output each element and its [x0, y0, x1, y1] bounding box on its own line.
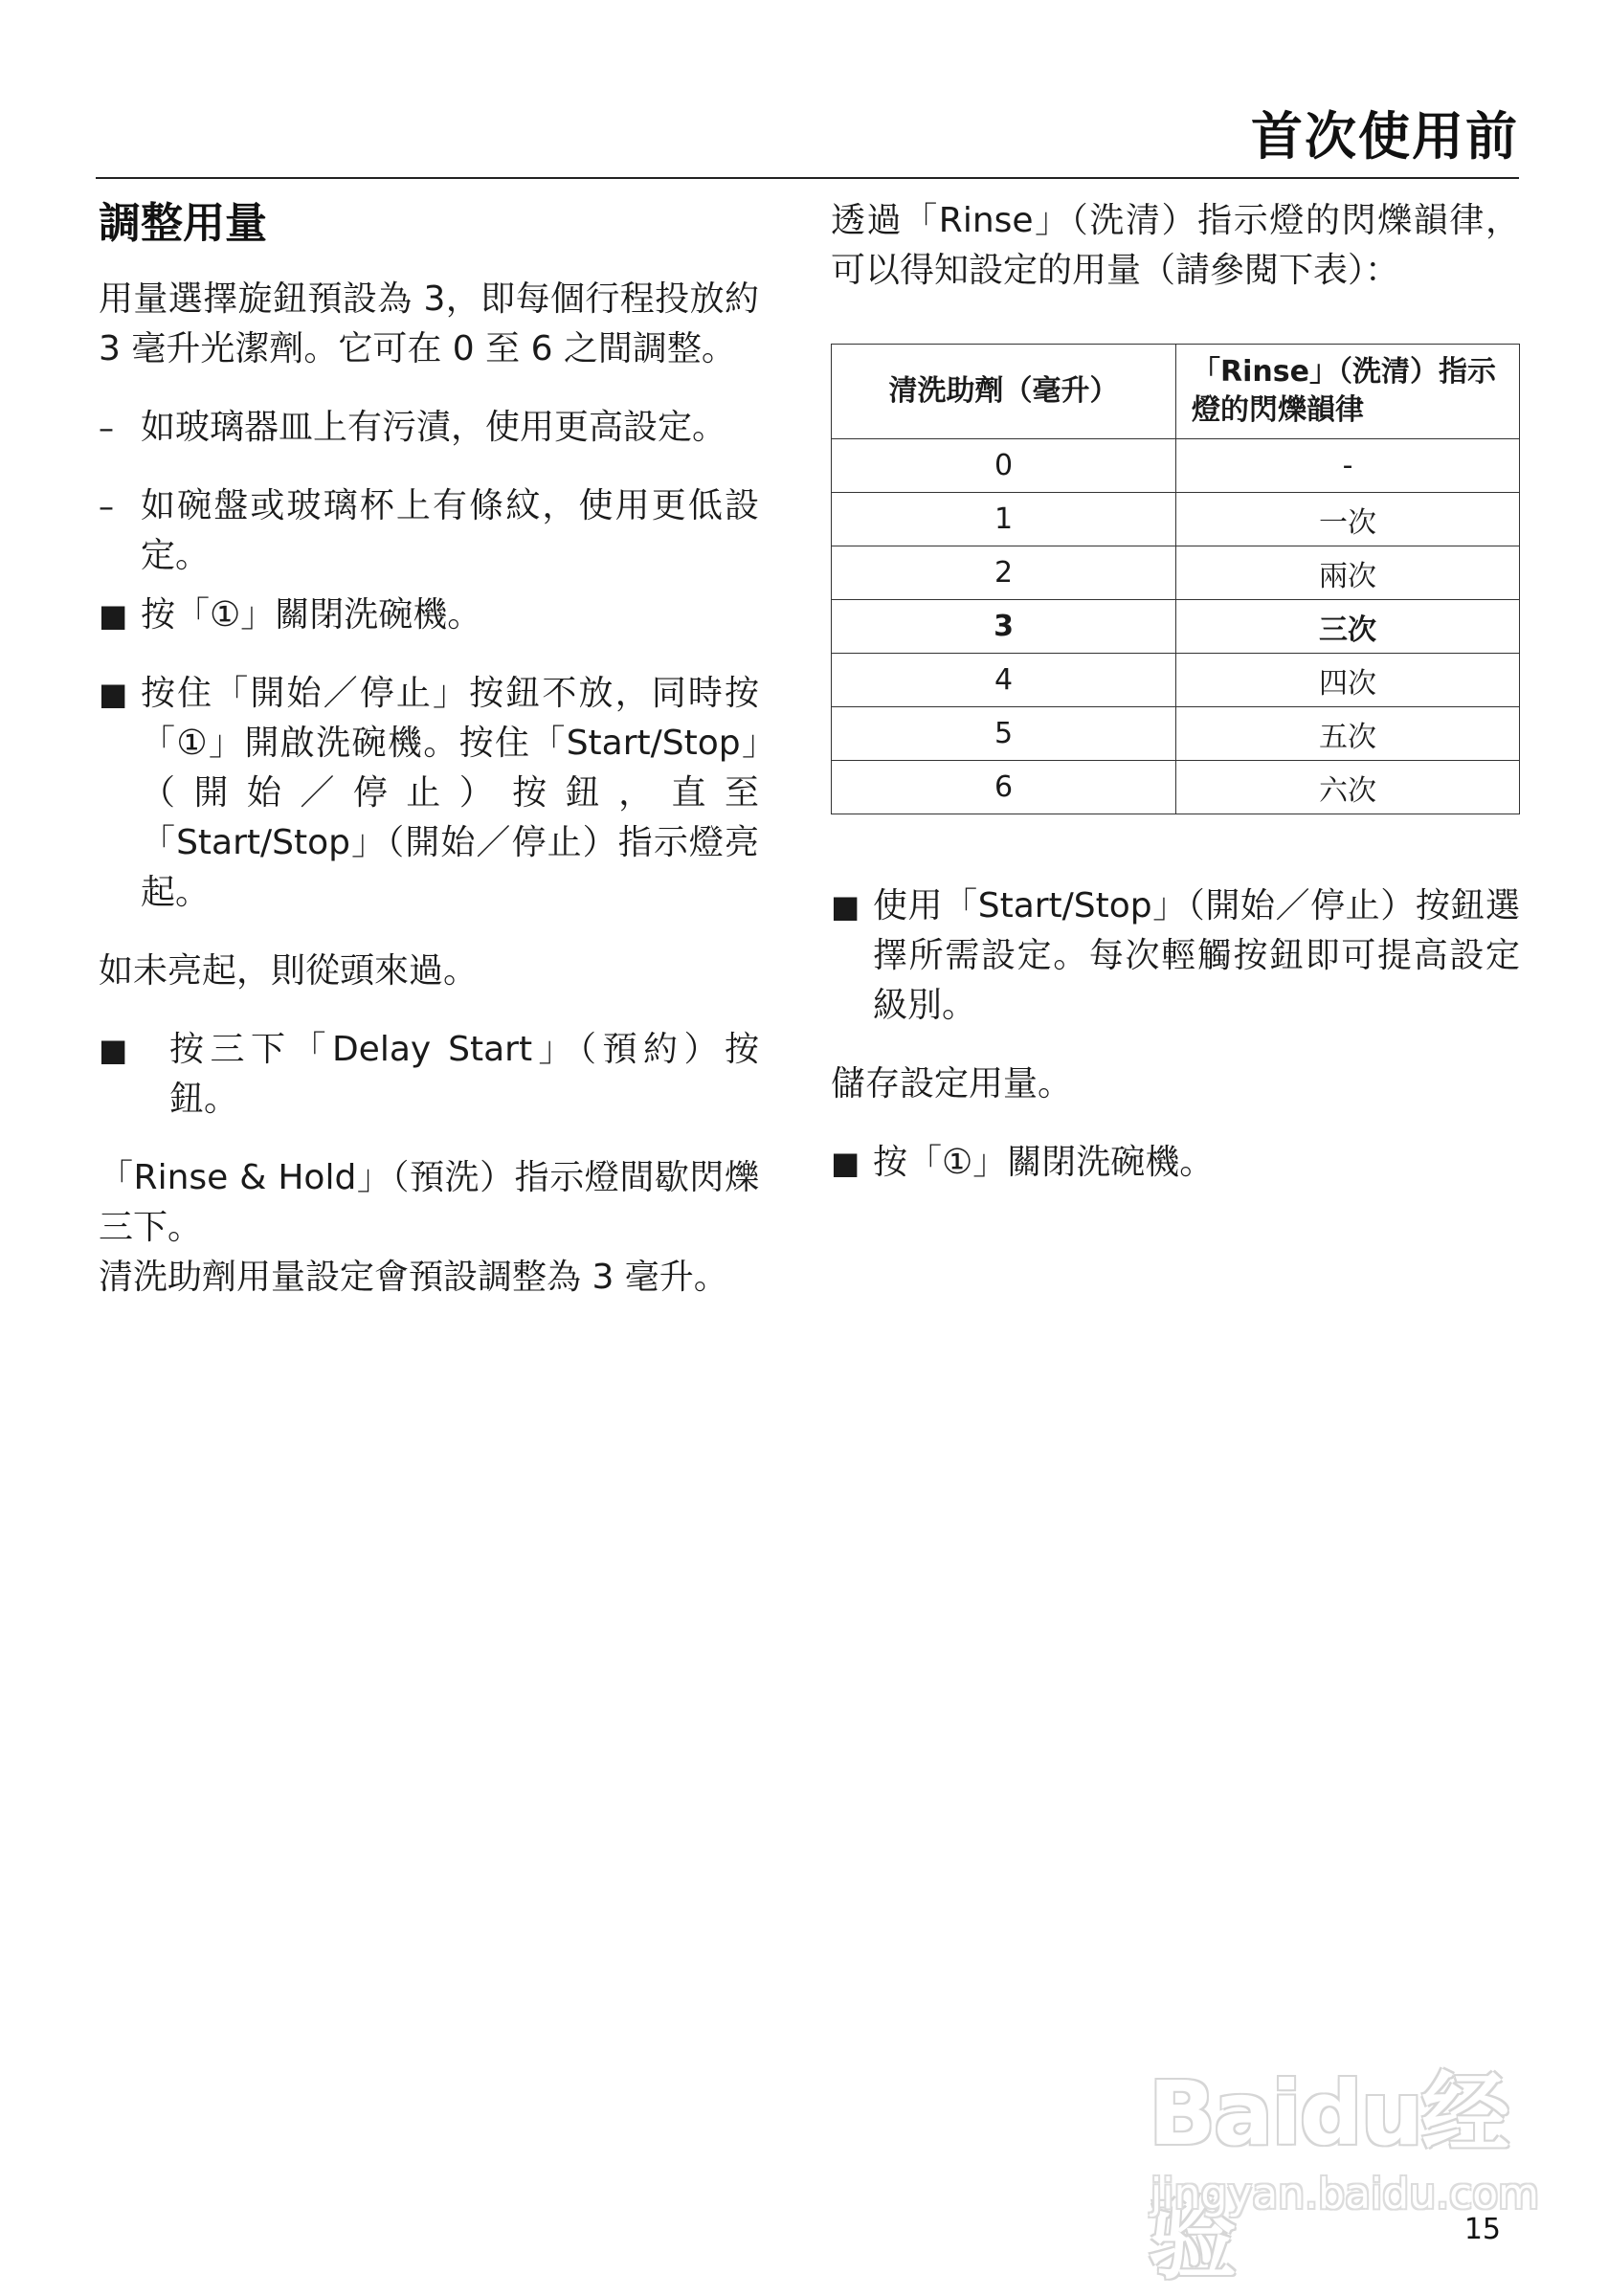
dash-marker: –: [99, 410, 114, 446]
dash-item-text: 如碗盤或玻璃杯上有條紋，使用更低設定。: [141, 486, 759, 575]
table-cell: 2: [832, 546, 1176, 600]
watermark-logo: Baidu经验: [1149, 2062, 1508, 2291]
left-column: [99, 196, 759, 1303]
table-row: [832, 600, 1520, 654]
table-cell: 6: [832, 761, 1176, 814]
table-header-row: [832, 345, 1520, 439]
table-cell: 五次: [1176, 707, 1520, 761]
save-note: 儲存設定用量。: [831, 1064, 1073, 1103]
table-cell: 兩次: [1176, 546, 1520, 600]
square-bullet-icon: ■: [99, 597, 128, 634]
intro-paragraph: 用量選擇旋鈕預設為 3，即每個行程投放約 3 毫升光潔劑。它可在 0 至 6 之間調整。: [99, 279, 759, 368]
step-delay-start: [99, 1025, 759, 1125]
step-text: 按「①」關閉洗碗機。: [141, 595, 482, 635]
table-cell: 1: [832, 493, 1176, 546]
default-setting-paragraph: 清洗助劑用量設定會預設調整為 3 毫升。: [99, 1258, 728, 1297]
table-cell: 3: [832, 600, 1176, 654]
dash-marker: –: [99, 488, 114, 524]
table-row: [832, 439, 1520, 493]
page-number: 15: [1463, 2213, 1501, 2246]
table-row: [832, 707, 1520, 761]
dash-item-text: 如玻璃器皿上有污漬，使用更高設定。: [141, 408, 727, 447]
dash-item-lower: [99, 481, 759, 581]
table-cell: 三次: [1176, 600, 1520, 654]
table-row: [832, 654, 1520, 707]
square-bullet-icon: ■: [99, 676, 128, 712]
table-row: [832, 761, 1520, 814]
step-text: 按住「開始／停止」按鈕不放，同時按「①」開啟洗碗機。按住「Start/Stop」（開始／停止）按鈕，直至「Start/Stop」（開始／停止）指示燈亮起。: [141, 674, 759, 912]
section-title: 調整用量: [99, 199, 267, 248]
page-header-title: 首次使用前: [1251, 106, 1519, 167]
rinse-hold-paragraph: 「Rinse & Hold」（預洗）指示燈間歇閃爍三下。: [99, 1158, 759, 1247]
rinse-aid-table: [831, 344, 1520, 814]
square-bullet-icon: ■: [831, 1145, 860, 1181]
header-divider: [96, 177, 1519, 179]
watermark: [1139, 2043, 1551, 2291]
square-bullet-icon: ■: [99, 1032, 128, 1068]
table-cell: 六次: [1176, 761, 1520, 814]
table-header-cell: 清洗助劑（毫升）: [832, 345, 1176, 439]
step-switch-off: [99, 591, 759, 640]
table-row: [832, 546, 1520, 600]
square-bullet-icon: ■: [831, 888, 860, 925]
table-header-cell: 「Rinse」（洗清）指示燈的閃爍韻律: [1176, 345, 1520, 439]
table-cell: -: [1176, 439, 1520, 493]
step-switch-off-final: [831, 1138, 1520, 1188]
table-intro-paragraph: 透過「Rinse」（洗清）指示燈的閃爍韻律，可以得知設定的用量（請參閱下表）：: [831, 201, 1520, 290]
step-text: 按三下「Delay Start」（預約）按鈕。: [169, 1030, 759, 1119]
table-cell: 5: [832, 707, 1176, 761]
table-cell: 四次: [1176, 654, 1520, 707]
table-body: [832, 439, 1520, 814]
table-row: [832, 493, 1520, 546]
table-cell: 一次: [1176, 493, 1520, 546]
dash-item-higher: [99, 403, 759, 453]
retry-note: 如未亮起，則從頭來過。: [99, 951, 479, 991]
table-cell: 4: [832, 654, 1176, 707]
table-cell: 0: [832, 439, 1176, 493]
step-hold-start-stop: [99, 669, 759, 918]
right-column: [831, 196, 1520, 1188]
step-select-setting: [831, 881, 1520, 1031]
step-text: 使用「Start/Stop」（開始／停止）按鈕選擇所需設定。每次輕觸按鈕即可提高設定級別。: [873, 886, 1520, 1025]
watermark-url: jingyan.baidu.com: [1150, 2170, 1540, 2218]
step-text: 按「①」關閉洗碗機。: [873, 1143, 1215, 1182]
